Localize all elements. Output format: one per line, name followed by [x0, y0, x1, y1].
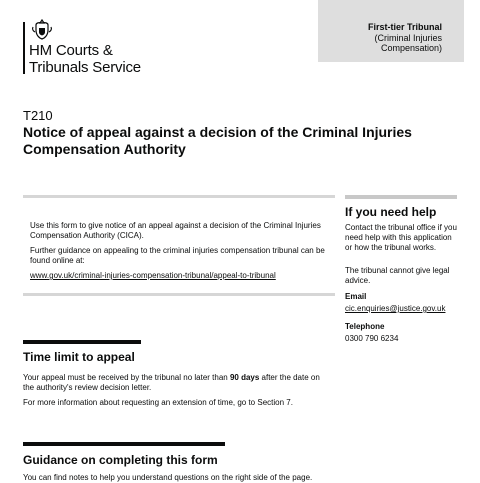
guidance-rule [23, 442, 225, 446]
tribunal-name: First-tier Tribunal [367, 22, 442, 32]
time-limit-text-end: after the date on the authority's review decision letter. [23, 373, 320, 392]
tribunal-subtitle: (Criminal Injuries Compensation) [374, 33, 442, 53]
time-limit-heading: Time limit to appeal [23, 350, 135, 364]
guidance-paragraph-1: You can find notes to help you understand questions on the right side of the page. [23, 473, 313, 482]
time-limit-paragraph-2: For more information about requesting an extension of time, go to Section 7. [23, 398, 293, 407]
telephone-number: 0300 790 6234 [345, 334, 399, 343]
org-name-line-2: Tribunals Service [29, 59, 141, 76]
intro-paragraph-2: Further guidance on appealing to the criminal injuries compensation tribunal can be found online at: [30, 246, 325, 265]
guidance-link[interactable]: www.gov.uk/criminal-injuries-compensation-tribunal/appeal-to-tribunal [30, 271, 276, 280]
intro-paragraph-1: Use this form to give notice of an appeal against a decision of the Criminal Injuries Compensation Authority (CICA). [30, 221, 321, 240]
form-title: Notice of appeal against a decision of the Criminal Injuries Compensation Authority [23, 124, 412, 157]
royal-crest-icon [30, 18, 54, 42]
time-limit-text-start: Your appeal must be received by the tribunal no later than [23, 373, 230, 382]
email-link[interactable]: cic.enquiries@justice.gov.uk [345, 304, 446, 313]
guidance-heading: Guidance on completing this form [23, 453, 218, 467]
help-paragraph-2: The tribunal cannot give legal advice. [345, 266, 450, 285]
email-label: Email [345, 292, 367, 301]
help-title: If you need help [345, 205, 437, 219]
time-limit-paragraph-1 [23, 373, 333, 393]
telephone-label: Telephone [345, 322, 385, 331]
time-limit-rule [23, 340, 141, 344]
org-name-line-1: HM Courts & [29, 42, 113, 59]
tribunal-box [318, 0, 464, 62]
help-paragraph-1: Contact the tribunal office if you need help with this application or how the tribunal works. [345, 223, 457, 252]
header-divider [23, 22, 25, 74]
form-code: T210 [23, 108, 53, 123]
help-rule [345, 195, 457, 199]
intro-top-rule [23, 195, 335, 198]
intro-bottom-rule [23, 293, 335, 296]
time-limit-days: 90 days [229, 373, 260, 382]
